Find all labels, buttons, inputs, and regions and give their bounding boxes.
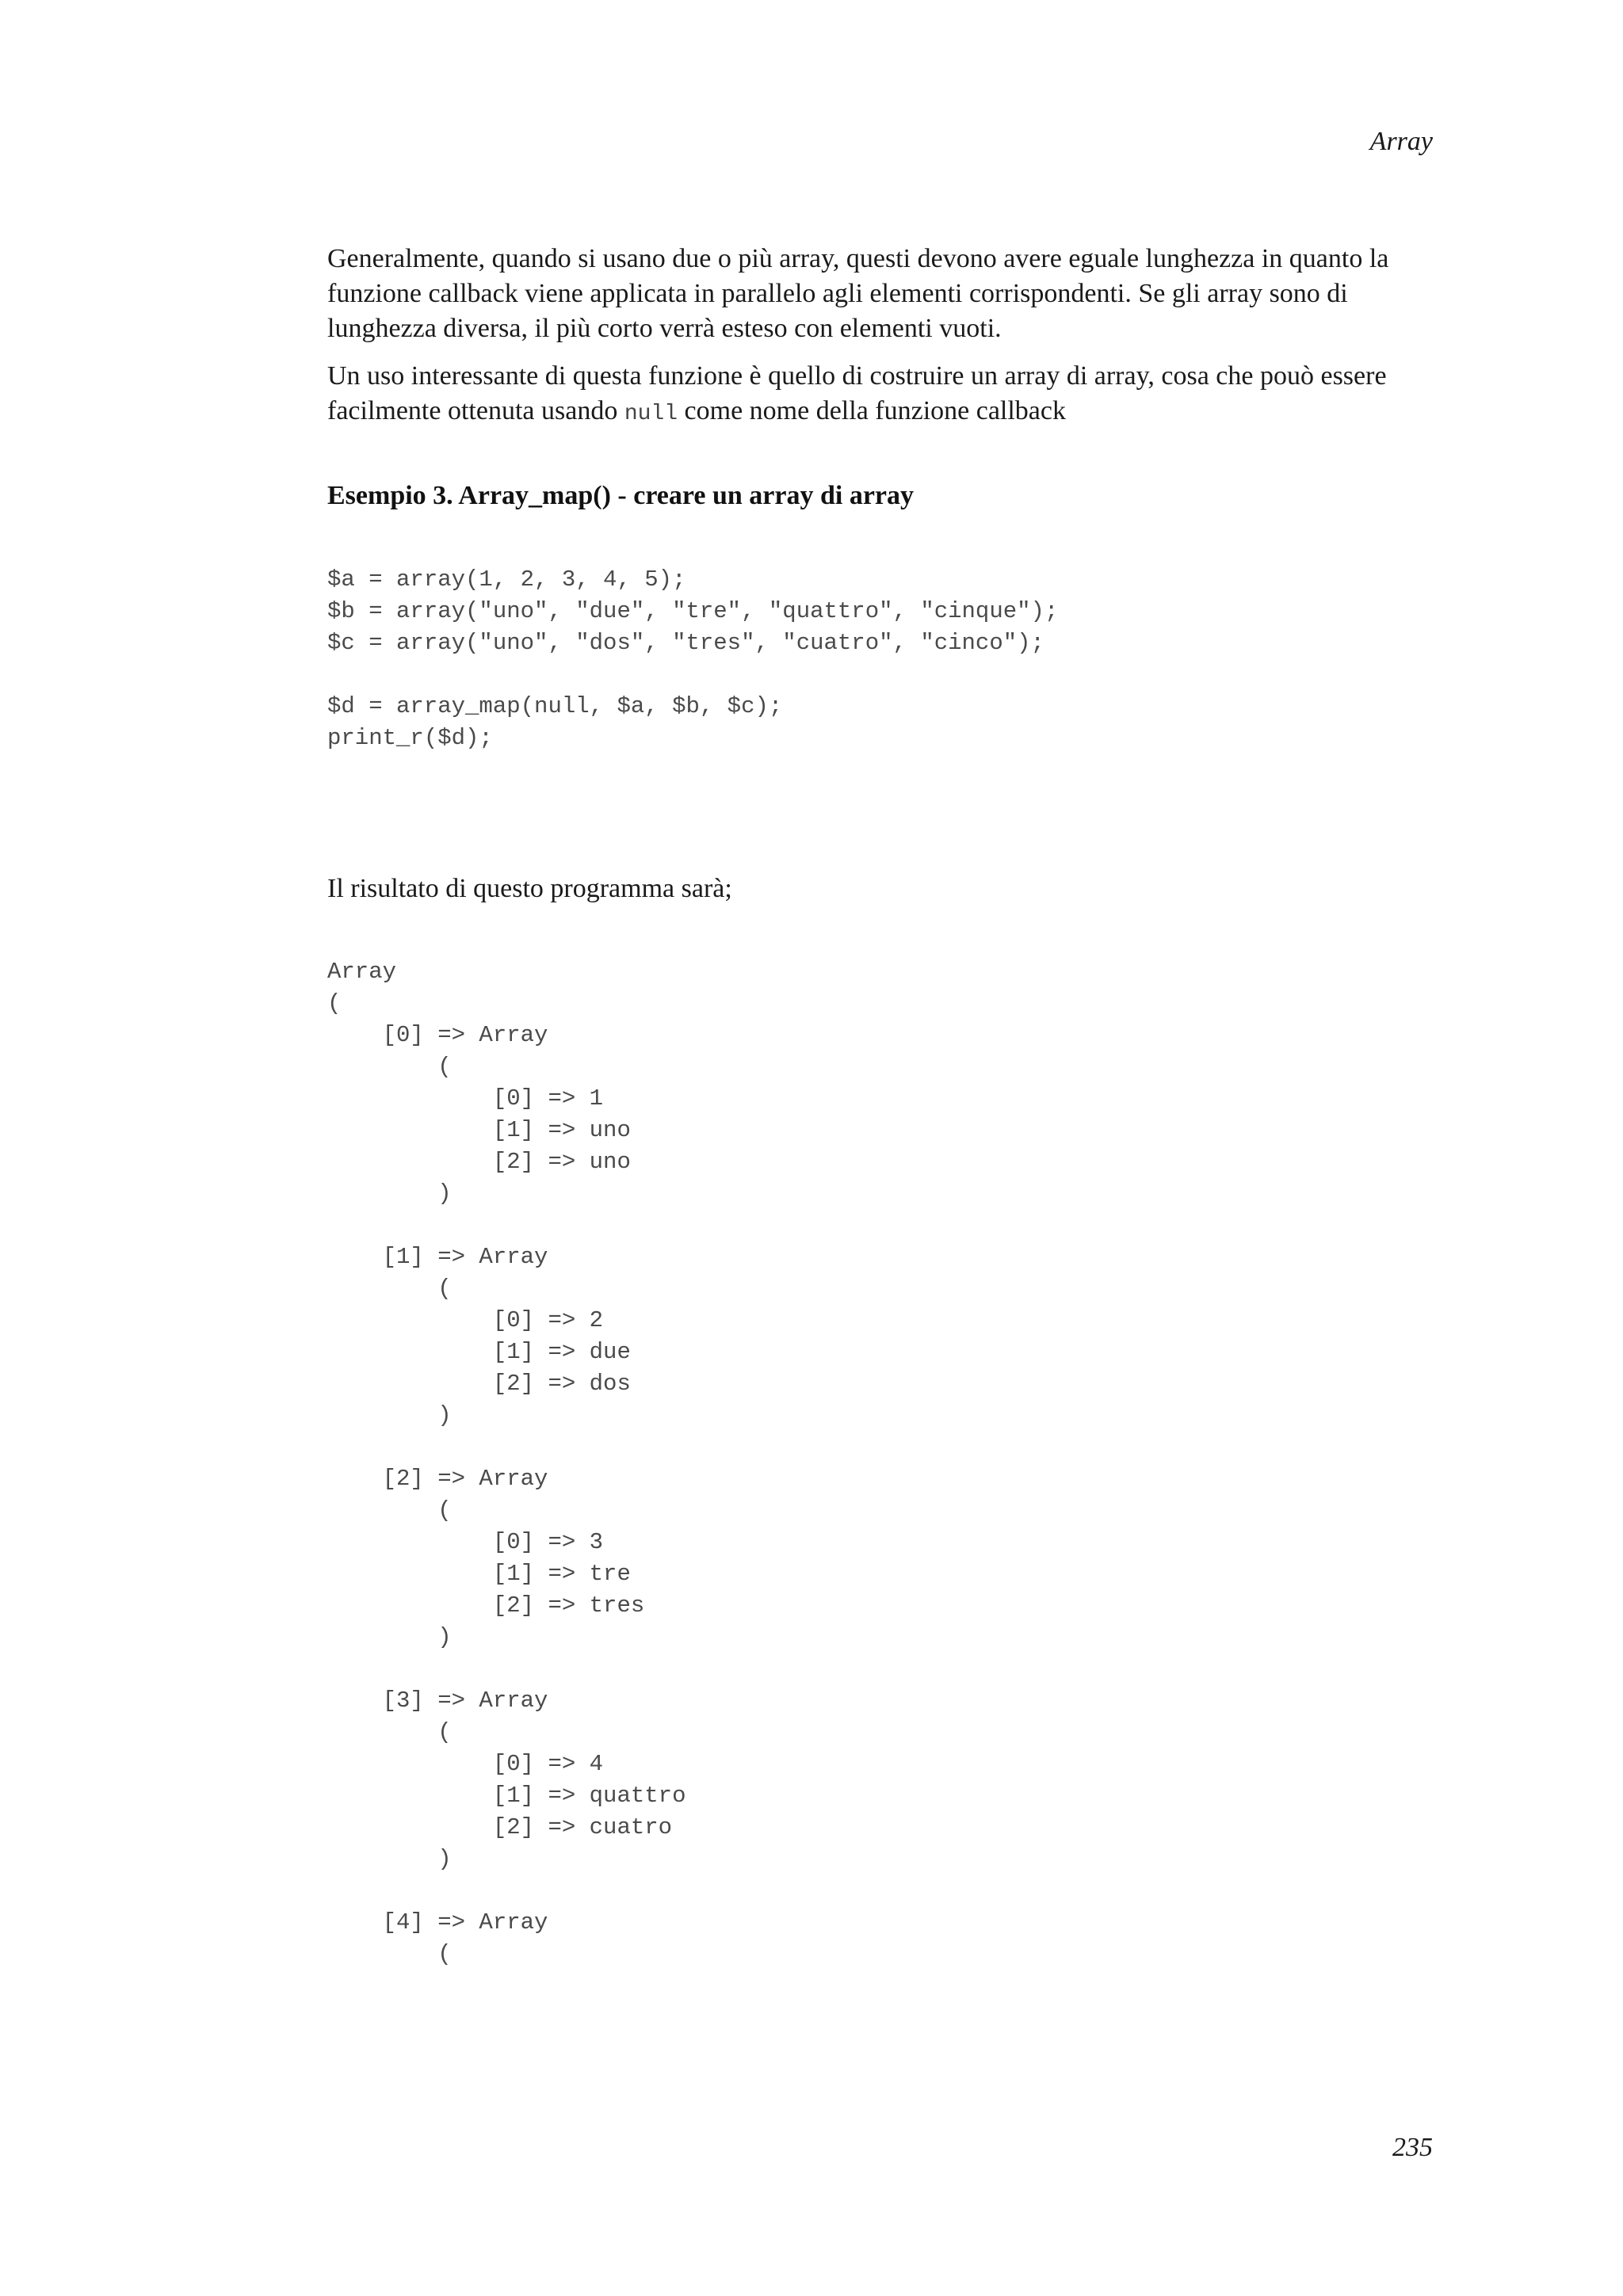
paragraph-array-of-arrays — [327, 359, 1437, 432]
example-code-block: $a = array(1, 2, 3, 4, 5); $b = array("uno", "due", "tre", "quattro", "cinque"); $c = array("uno", "dos", "tres", "cuatro", "cinco"); $d = array_map(null, $a, $b, $c); print_r($d); — [327, 566, 1059, 751]
paragraph-array-length: Generalmente, quando si usano due o più array, questi devono avere eguale lunghezza in quanto la funzione callback viene applicata in parallelo agli elementi corrispondenti. Se gli array sono di lunghezza diversa, il più corto verrà esteso con elementi vuoti. — [327, 244, 1389, 343]
paragraph-text-end: come nome della funzione callback — [678, 396, 1066, 425]
page-content — [327, 242, 1437, 1970]
paragraph-text-start: Un uso interessante di questa funzione è quello di costruire un array di array, cosa che pouò essere facilmente ottenuta usando — [327, 361, 1387, 425]
page-number: 235 — [1392, 2133, 1433, 2162]
inline-code-null: null — [624, 402, 678, 426]
result-intro: Il risultato di questo programma sarà; — [327, 874, 732, 903]
output-code-block: Array ( [0] => Array ( [0] => 1 [1] => uno [2] => uno ) [1] => Array ( [0] => 2 [1] => due [2] => dos ) [2] => Array ( [0] => 3 [1] => tre [2] => tres ) [3] => Array ( [0] => 4 [1] => quattro [2] => cuatro ) [4] => Array ( — [327, 959, 686, 1967]
running-header-title: Array — [1369, 127, 1433, 156]
example-title: Esempio 3. Array_map() - creare un array di array — [327, 481, 914, 510]
